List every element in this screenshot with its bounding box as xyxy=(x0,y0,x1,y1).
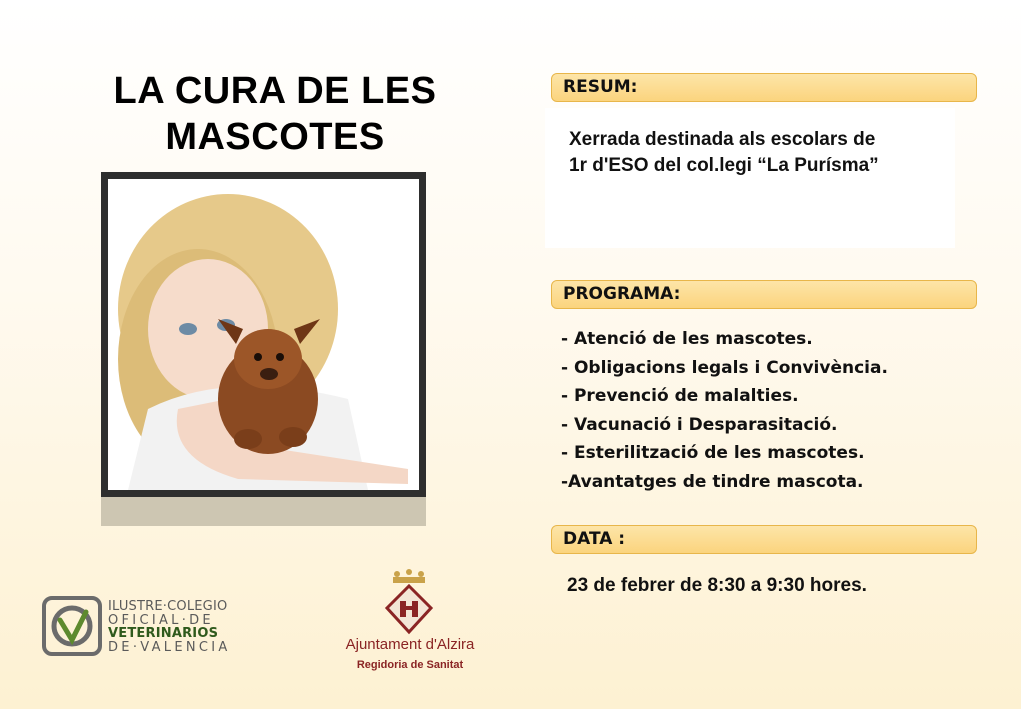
title-line-2: MASCOTES xyxy=(165,116,385,158)
date-text: 23 de febrer de 8:30 a 9:30 hores. xyxy=(567,575,867,596)
vet-line-1: ILUSTRE·COLEGIO xyxy=(108,599,228,614)
programa-item: - Esterilització de les mascotes. xyxy=(561,443,865,464)
resum-line-2: 1r d'ESO del col.legi “La Purísma” xyxy=(569,155,879,176)
programa-item: - Atenció de les mascotes. xyxy=(561,329,813,349)
poster-title xyxy=(60,68,490,160)
vet-line-3: VETERINARIOS xyxy=(108,626,219,641)
title-line-1: LA CURA DE LES xyxy=(113,70,437,112)
photo-base xyxy=(101,497,426,526)
resum-line-1: Xerrada destinada als escolars de xyxy=(569,129,876,150)
programa-item: - Obligacions legals i Convivència. xyxy=(561,357,888,378)
resum-header: RESUM: xyxy=(551,73,977,102)
resum-text xyxy=(569,127,949,179)
programa-item: - Vacunació i Desparasitació. xyxy=(561,414,838,435)
girl-puppy-illustration xyxy=(108,179,419,490)
programa-item: -Avantatges de tindre mascota. xyxy=(561,471,864,492)
vet-line-2: OFICIAL·DE xyxy=(108,612,214,628)
ajuntament-sub: Regidoria de Sanitat xyxy=(356,659,464,671)
vet-line-4: DE·VALENCIA xyxy=(108,639,231,655)
programa-item: - Prevenció de malalties. xyxy=(561,386,799,407)
alzira-crest-icon xyxy=(383,568,435,636)
photo-frame xyxy=(101,172,426,497)
ajuntament-name: Ajuntament d'Alzira xyxy=(345,636,475,653)
programa-header: PROGRAMA: xyxy=(551,280,977,309)
photo-girl-with-puppy xyxy=(108,179,419,490)
programa-list xyxy=(561,325,888,497)
vet-logo-text xyxy=(108,600,231,654)
data-header: DATA : xyxy=(551,525,977,554)
